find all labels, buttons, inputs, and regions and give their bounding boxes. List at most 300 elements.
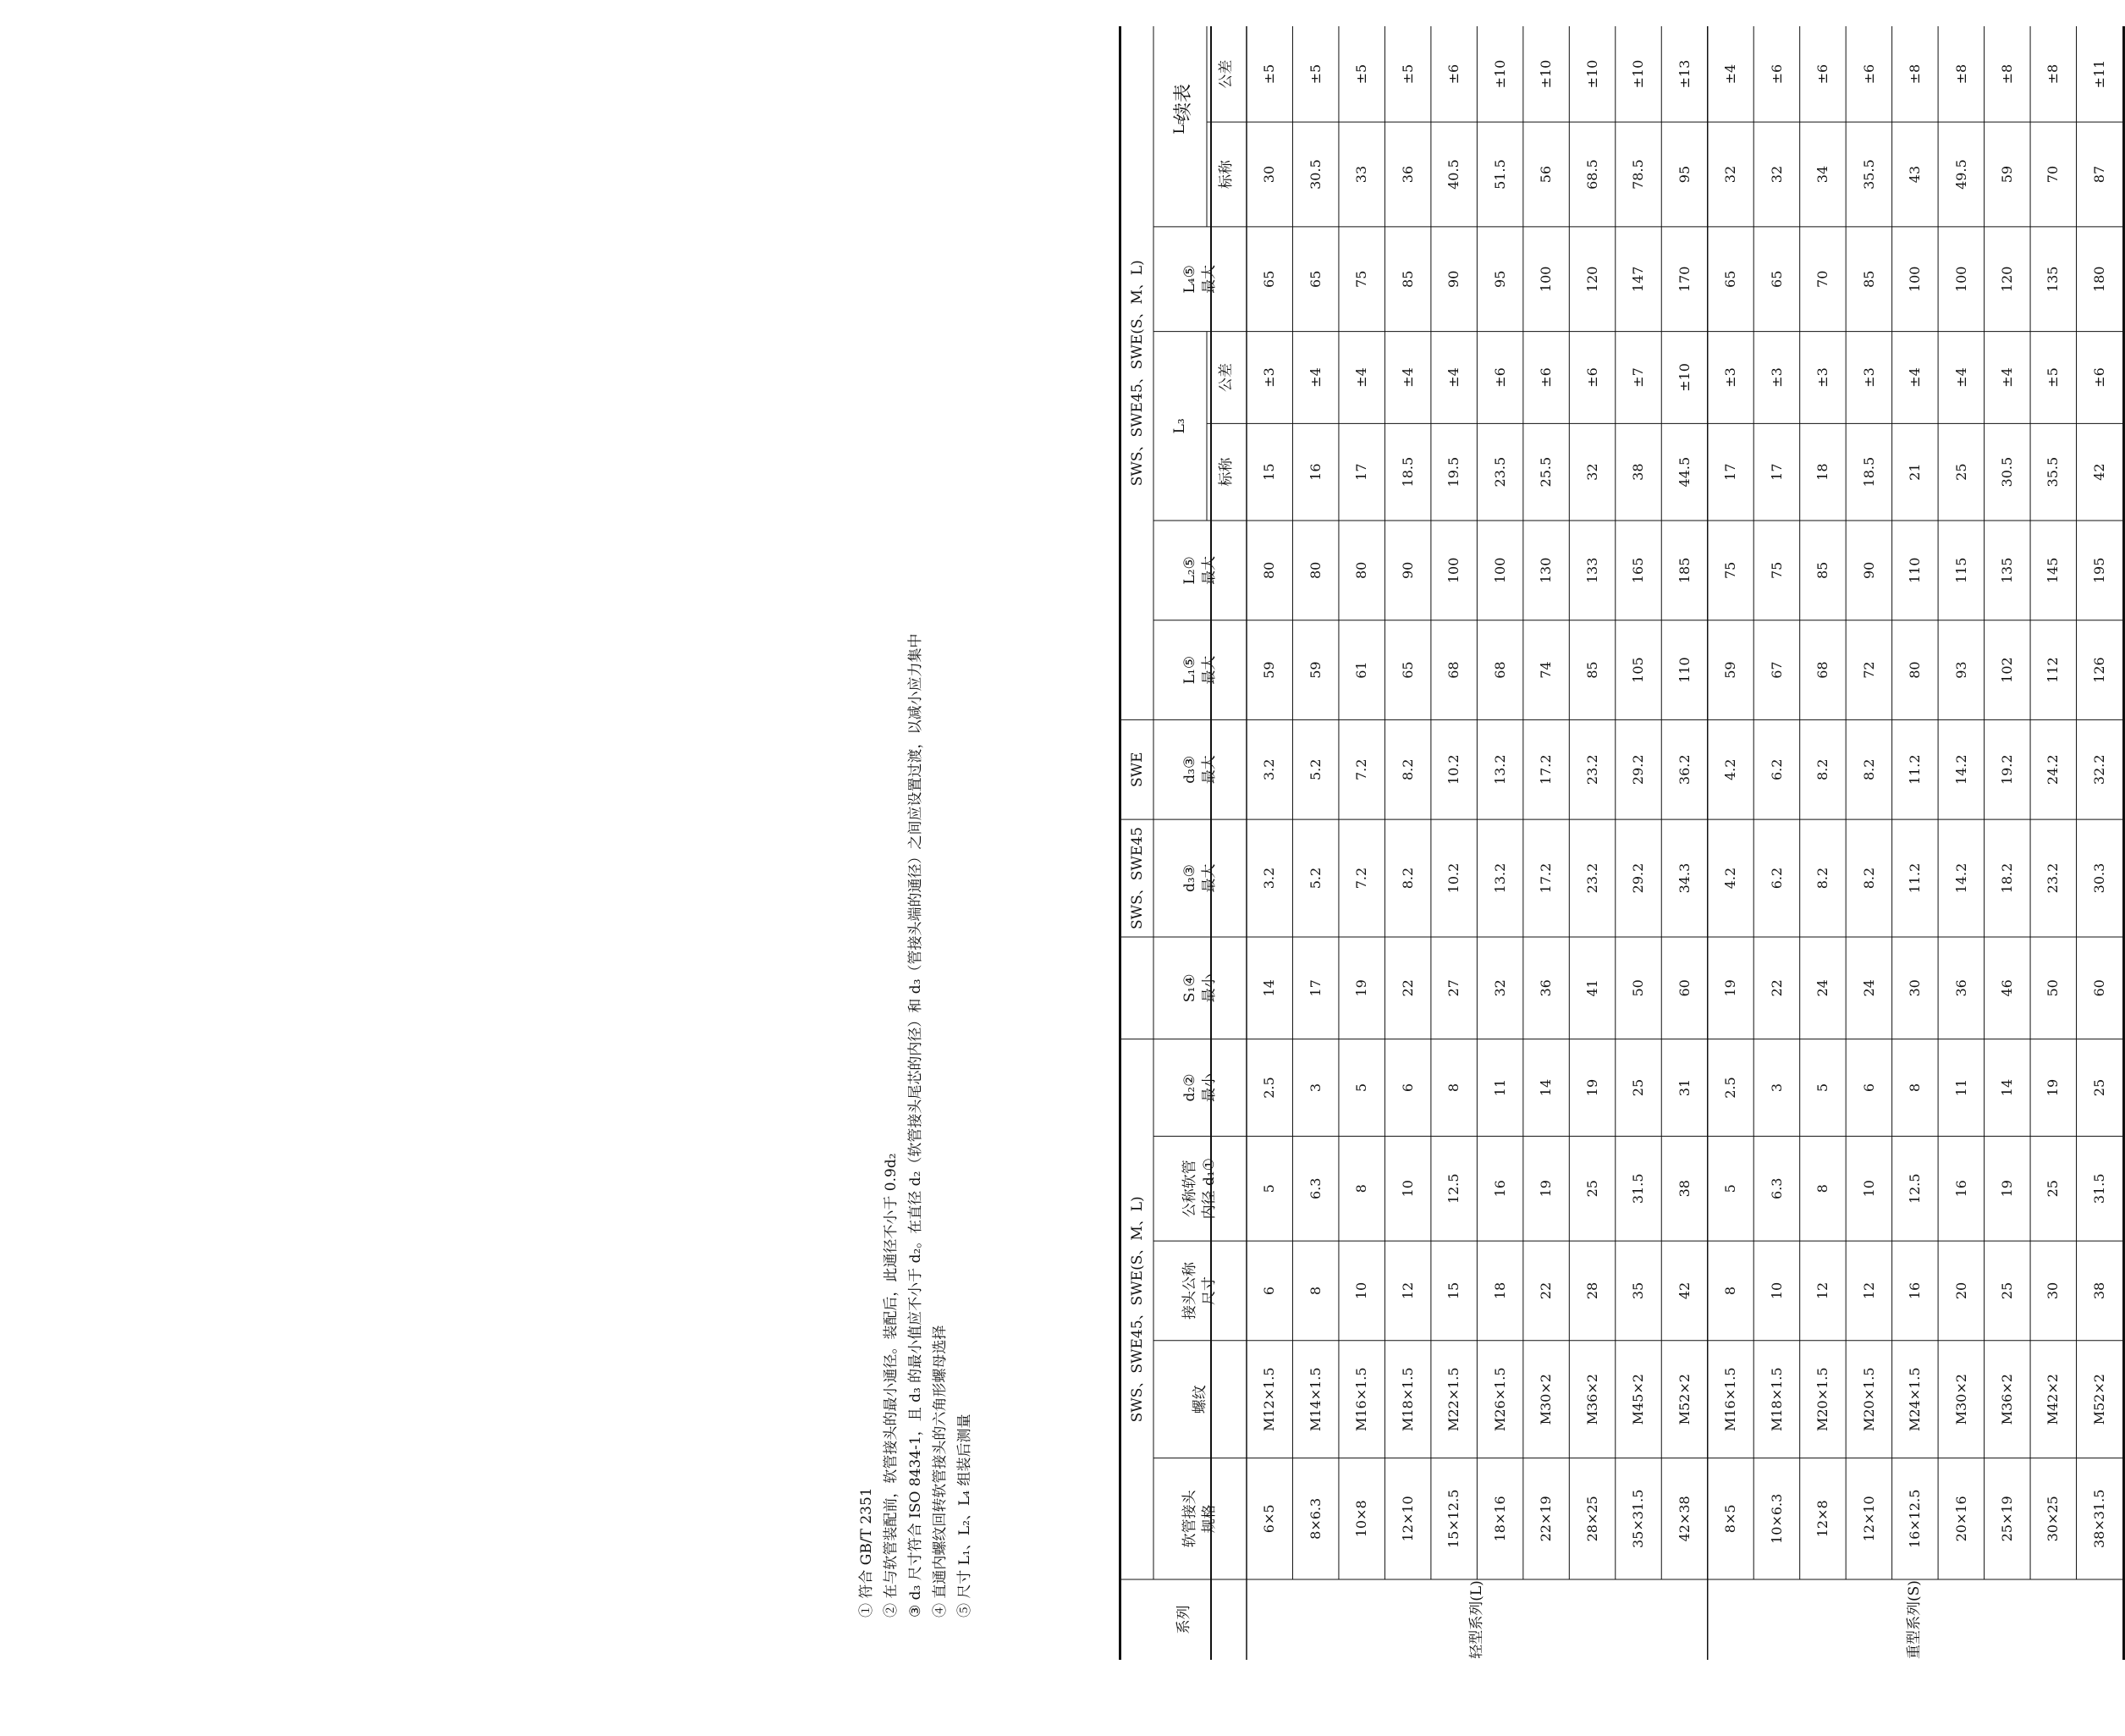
- table-cell: 32: [1722, 165, 1739, 184]
- table-cell: 120: [1999, 266, 2016, 293]
- table-cell: 22: [1538, 1281, 1555, 1300]
- header-l5-tolerance: 公差: [1218, 59, 1236, 89]
- table-cell: 67: [1768, 661, 1785, 679]
- table-cell: 95: [1676, 165, 1693, 184]
- table-cell: 38: [2090, 1281, 2107, 1300]
- table-cell: M24×1.5: [1907, 1367, 1924, 1432]
- footnote-3: ③ d₃ 尺寸符合 ISO 8434-1，且 d₃ 的最小值应不小于 d₂。在直径 d₂（软管接头尾芯的内径）和 d₃（管接头端的通径）之间应设置过渡，以减小应力集中: [907, 633, 924, 1618]
- table-cell: 32.2: [2090, 754, 2107, 785]
- table-cell: 30×25: [2045, 1496, 2062, 1542]
- table-cell: 44.5: [1676, 456, 1693, 488]
- table-cell: ±3: [1860, 367, 1877, 388]
- table-cell: ±8: [1907, 63, 1924, 85]
- table-cell: 19: [1583, 1078, 1600, 1097]
- header-nominal: 接头公称 尺寸: [1181, 1261, 1218, 1320]
- table-cell: 65: [1261, 270, 1278, 288]
- table-cell: 13.2: [1491, 754, 1508, 785]
- header-d3-sws: d₃③ 最大: [1181, 863, 1218, 893]
- table-cell: 11: [1491, 1078, 1508, 1097]
- table-cell: ±3: [1261, 367, 1278, 388]
- table-cell: 100: [1491, 557, 1508, 584]
- table-cell: 15: [1445, 1281, 1462, 1300]
- table-cell: 65: [1722, 270, 1739, 288]
- table-cell: 8.2: [1814, 867, 1831, 890]
- table-cell: 5: [1814, 1083, 1831, 1093]
- table-cell: 35.5: [2045, 456, 2062, 488]
- table-cell: M45×2: [1630, 1374, 1647, 1425]
- table-cell: M36×2: [1999, 1374, 2016, 1425]
- table-cell: 65: [1399, 661, 1416, 679]
- table-cell: 36: [1952, 979, 1969, 997]
- table-cell: 35×31.5: [1630, 1489, 1647, 1549]
- table-cell: 133: [1583, 557, 1600, 584]
- table-cell: 112: [2045, 657, 2062, 683]
- table-cell: 12: [1814, 1281, 1831, 1300]
- table-cell: 19: [2045, 1078, 2062, 1097]
- table-cell: 31: [1676, 1078, 1693, 1097]
- table-cell: 185: [1676, 557, 1693, 584]
- table-cell: ±4: [1907, 367, 1924, 388]
- table-cell: ±10: [1491, 59, 1508, 89]
- table-cell: M52×2: [2090, 1374, 2107, 1425]
- table-cell: 10: [1860, 1180, 1877, 1198]
- table-cell: 74: [1538, 661, 1555, 679]
- table-cell: 50: [1630, 979, 1647, 997]
- table-cell: ±10: [1583, 59, 1600, 89]
- table-cell: M42×2: [2045, 1374, 2062, 1425]
- table-cell: 60: [2090, 979, 2107, 997]
- header-group-swe: SWE: [1128, 752, 1146, 788]
- series-light: 轻型系列(L): [1467, 1580, 1485, 1659]
- table-cell: ±5: [1399, 63, 1416, 85]
- table-cell: ±6: [1538, 367, 1555, 388]
- table-cell: 30.5: [1307, 159, 1324, 190]
- table-cell: 110: [1907, 557, 1924, 584]
- table-cell: 28×25: [1583, 1496, 1600, 1542]
- table-cell: 8: [1907, 1083, 1924, 1093]
- table-cell: ±4: [1307, 367, 1324, 388]
- table-cell: 4.2: [1722, 867, 1739, 890]
- table-cell: 19.5: [1445, 456, 1462, 488]
- table-cell: 75: [1722, 561, 1739, 580]
- table-cell: 16: [1907, 1281, 1924, 1300]
- table-cell: 30.5: [1999, 456, 2016, 488]
- header-l4: L₄⑤ 最大: [1181, 264, 1218, 294]
- table-cell: 27: [1445, 979, 1462, 997]
- table-cell: M20×1.5: [1860, 1367, 1877, 1432]
- table-cell: 80: [1907, 661, 1924, 679]
- table-cell: 10.2: [1445, 754, 1462, 785]
- table-cell: M30×2: [1952, 1374, 1969, 1425]
- table-cell: 32: [1491, 979, 1508, 997]
- table-cell: 3.2: [1261, 867, 1278, 890]
- table-cell: 42×38: [1676, 1496, 1693, 1542]
- table-cell: 29.2: [1630, 862, 1647, 894]
- table-cell: 80: [1261, 561, 1278, 580]
- table-cell: ±6: [1491, 367, 1508, 388]
- table-cell: 28: [1583, 1281, 1600, 1300]
- table-cell: 46: [1999, 979, 2016, 997]
- table-cell: 34: [1814, 165, 1831, 184]
- table-cell: 105: [1630, 657, 1647, 683]
- table-cell: ±3: [1722, 367, 1739, 388]
- table-cell: 102: [1999, 657, 2016, 683]
- table-cell: 68.5: [1583, 159, 1600, 190]
- series-heavy: 重型系列(S): [1906, 1580, 1924, 1659]
- table-cell: 50: [2045, 979, 2062, 997]
- table-cell: ±4: [1722, 63, 1739, 85]
- table-cell: 3: [1307, 1083, 1324, 1093]
- table-cell: M18×1.5: [1399, 1367, 1416, 1432]
- table-cell: 5: [1722, 1184, 1739, 1193]
- table-cell: 17: [1307, 979, 1324, 997]
- table-cell: 17.2: [1538, 754, 1555, 785]
- table-cell: 16: [1307, 463, 1324, 481]
- table-cell: 25: [2045, 1180, 2062, 1198]
- header-l3-tolerance: 公差: [1218, 363, 1236, 393]
- table-cell: 8.2: [1399, 867, 1416, 890]
- table-cell: 7.2: [1353, 758, 1370, 780]
- table-cell: ±10: [1630, 59, 1647, 89]
- table-cell: 10×6.3: [1768, 1493, 1785, 1544]
- table-cell: 17.2: [1538, 862, 1555, 894]
- table-cell: 165: [1630, 557, 1647, 584]
- continued-label: 续表: [1173, 83, 1194, 121]
- footnote-4: ④ 直通内螺纹回转软管接头的六角形螺母选择: [932, 1325, 949, 1618]
- table-cell: M26×1.5: [1491, 1367, 1508, 1432]
- table-cell: 18: [1814, 463, 1831, 481]
- table-cell: 16×12.5: [1907, 1489, 1924, 1549]
- table-cell: 6.2: [1768, 867, 1785, 890]
- table-cell: 16: [1952, 1180, 1969, 1198]
- table-cell: 11: [1952, 1078, 1969, 1097]
- table-cell: 8×6.3: [1307, 1497, 1324, 1540]
- table-cell: 68: [1445, 661, 1462, 679]
- table-cell: 30: [1907, 979, 1924, 997]
- header-l2: L₂⑤ 最大: [1181, 555, 1218, 585]
- table-cell: 29.2: [1630, 754, 1647, 785]
- header-group-all: SWS、SWE45、SWE(S、M、L): [1128, 1196, 1146, 1423]
- table-cell: 59: [1722, 661, 1739, 679]
- table-cell: 21: [1907, 463, 1924, 481]
- table-cell: 11.2: [1907, 862, 1924, 894]
- table-cell: 10: [1353, 1281, 1370, 1300]
- header-l3-nominal: 标称: [1218, 457, 1236, 487]
- table-cell: 6.3: [1768, 1177, 1785, 1199]
- table-cell: 25: [1952, 463, 1969, 481]
- table-cell: 24.2: [2045, 754, 2062, 785]
- table-cell: 30: [1261, 165, 1278, 184]
- table-cell: 4.2: [1722, 758, 1739, 780]
- table-cell: 25: [1999, 1281, 2016, 1300]
- table-cell: 6×5: [1261, 1504, 1278, 1534]
- table-cell: 20×16: [1952, 1496, 1969, 1542]
- table-cell: 19: [1538, 1180, 1555, 1198]
- table-cell: ±6: [1583, 367, 1600, 388]
- table-cell: 78.5: [1630, 159, 1647, 190]
- table-cell: 14.2: [1952, 754, 1969, 785]
- table-cell: 90: [1445, 270, 1462, 288]
- table-cell: 65: [1768, 270, 1785, 288]
- table-cell: 19.2: [1999, 754, 2016, 785]
- table-cell: 85: [1860, 270, 1877, 288]
- table-cell: 68: [1491, 661, 1508, 679]
- table-cell: M30×2: [1538, 1374, 1555, 1425]
- table-cell: 42: [2090, 463, 2107, 481]
- table-cell: 30: [2045, 1281, 2062, 1300]
- table-cell: 22: [1399, 979, 1416, 997]
- footnote-2: ② 在与软管装配前，软管接头的最小通径。装配后，此通径不小于 0.9d₂: [883, 1153, 900, 1618]
- table-cell: 17: [1722, 463, 1739, 481]
- table-cell: ±6: [1768, 63, 1785, 85]
- dimension-table: [1119, 26, 2125, 1660]
- table-cell: 35.5: [1860, 159, 1877, 190]
- table-cell: 2.5: [1261, 1077, 1278, 1099]
- table-cell: 31.5: [2090, 1173, 2107, 1204]
- table-cell: 68: [1814, 661, 1831, 679]
- table-cell: 8.2: [1814, 758, 1831, 780]
- table-cell: 100: [1445, 557, 1462, 584]
- table-cell: 41: [1583, 979, 1600, 997]
- table-cell: 25: [2090, 1078, 2107, 1097]
- table-cell: 60: [1676, 979, 1693, 997]
- table-cell: M20×1.5: [1814, 1367, 1831, 1432]
- table-cell: 59: [1261, 661, 1278, 679]
- table-cell: 120: [1583, 266, 1600, 293]
- table-cell: 36: [1399, 165, 1416, 184]
- table-cell: 2.5: [1722, 1077, 1739, 1099]
- header-series: 系列: [1175, 1605, 1192, 1634]
- table-cell: M36×2: [1583, 1374, 1600, 1425]
- table-cell: 35: [1630, 1281, 1647, 1300]
- table-cell: 18: [1491, 1281, 1508, 1300]
- table-cell: 95: [1491, 270, 1508, 288]
- table-cell: ±6: [2090, 367, 2107, 388]
- table-cell: 25: [1583, 1180, 1600, 1198]
- table-cell: M18×1.5: [1768, 1367, 1785, 1432]
- table-cell: 24: [1860, 979, 1877, 997]
- table-cell: 25.5: [1538, 456, 1555, 488]
- table-cell: ±11: [2090, 59, 2107, 89]
- table-cell: 100: [1538, 266, 1555, 293]
- table-cell: M22×1.5: [1445, 1367, 1462, 1432]
- table-cell: 23.5: [1491, 456, 1508, 488]
- table-cell: 33: [1353, 165, 1370, 184]
- table-cell: ±10: [1538, 59, 1555, 89]
- table-cell: 11.2: [1907, 754, 1924, 785]
- table-cell: 14: [1538, 1078, 1555, 1097]
- table-cell: 22: [1768, 979, 1785, 997]
- table-cell: 43: [1907, 165, 1924, 184]
- table-cell: ±4: [1999, 367, 2016, 388]
- table-cell: 126: [2090, 657, 2107, 683]
- table-cell: 25×19: [1999, 1496, 2016, 1542]
- table-cell: 23.2: [2045, 862, 2062, 894]
- table-cell: 17: [1768, 463, 1785, 481]
- table-cell: 18.5: [1399, 456, 1416, 488]
- header-group-sws-swe45: SWS、SWE45: [1128, 827, 1146, 930]
- header-l1: L₁⑤ 最大: [1181, 655, 1218, 685]
- table-cell: 6: [1399, 1083, 1416, 1093]
- table-cell: 85: [1814, 561, 1831, 580]
- table-cell: 12: [1860, 1281, 1877, 1300]
- table-cell: 8: [1722, 1286, 1739, 1296]
- table-cell: 135: [1999, 557, 2016, 584]
- table-cell: 8.2: [1860, 867, 1877, 890]
- table-cell: 30.3: [2090, 862, 2107, 894]
- table-cell: 3.2: [1261, 758, 1278, 780]
- table-cell: 24: [1814, 979, 1831, 997]
- table-cell: 12.5: [1907, 1173, 1924, 1204]
- table-cell: 90: [1399, 561, 1416, 580]
- table-cell: ±6: [1814, 63, 1831, 85]
- footnote-1: ① 符合 GB/T 2351: [858, 1487, 875, 1618]
- table-cell: 38: [1630, 463, 1647, 481]
- table-cell: ±10: [1676, 363, 1693, 392]
- header-spec: 软管接头 规格: [1181, 1490, 1218, 1548]
- table-cell: 61: [1353, 661, 1370, 679]
- table-cell: 10: [1768, 1281, 1785, 1300]
- table-cell: 12×10: [1860, 1496, 1877, 1542]
- table-cell: 8×5: [1722, 1504, 1739, 1534]
- table-cell: 8.2: [1860, 758, 1877, 780]
- table-cell: 8: [1307, 1286, 1324, 1296]
- table-cell: 195: [2090, 557, 2107, 584]
- table-cell: 36.2: [1676, 754, 1693, 785]
- table-cell: 10: [1399, 1180, 1416, 1198]
- header-l5: L₅: [1171, 118, 1189, 135]
- table-cell: ±8: [1999, 63, 2016, 85]
- table-cell: 18.5: [1860, 456, 1877, 488]
- table-cell: 59: [1307, 661, 1324, 679]
- table-cell: 110: [1676, 657, 1693, 683]
- table-cell: 6: [1860, 1083, 1877, 1093]
- header-group-all-2: SWS、SWE45、SWE(S、M、L): [1128, 260, 1146, 487]
- table-cell: ±7: [1630, 367, 1647, 388]
- table-cell: 12×10: [1399, 1496, 1416, 1542]
- table-cell: M16×1.5: [1353, 1367, 1370, 1432]
- table-cell: M12×1.5: [1261, 1367, 1278, 1432]
- table-cell: 19: [1353, 979, 1370, 997]
- table-cell: 90: [1860, 561, 1877, 580]
- table-cell: 14: [1999, 1078, 2016, 1097]
- table-cell: ±4: [1353, 367, 1370, 388]
- table-cell: 72: [1860, 661, 1877, 679]
- table-cell: 20: [1952, 1281, 1969, 1300]
- footnotes: [855, 517, 977, 1618]
- table-cell: 38×31.5: [2090, 1489, 2107, 1549]
- table-cell: 15: [1261, 463, 1278, 481]
- table-cell: ±5: [2045, 367, 2062, 388]
- table-cell: 19: [1722, 979, 1739, 997]
- table-cell: 19: [1999, 1180, 2016, 1198]
- footnote-5: ⑤ 尺寸 L₁、L₂、L₄ 组装后测量: [956, 1414, 973, 1618]
- table-cell: 49.5: [1952, 159, 1969, 190]
- header-d3-swe: d₃③ 最大: [1181, 755, 1218, 785]
- table-cell: 12.5: [1445, 1173, 1462, 1204]
- header-hose-id: 公称软管 内径 d₁①: [1181, 1158, 1218, 1220]
- table-cell: 13.2: [1491, 862, 1508, 894]
- table-cell: 16: [1491, 1180, 1508, 1198]
- header-thread: 螺纹: [1191, 1385, 1208, 1414]
- table-cell: 25: [1630, 1078, 1647, 1097]
- table-cell: 93: [1952, 661, 1969, 679]
- table-cell: 8: [1814, 1184, 1831, 1193]
- table-cell: 5.2: [1307, 758, 1324, 780]
- table-cell: 31.5: [1630, 1173, 1647, 1204]
- table-cell: 5: [1353, 1083, 1370, 1093]
- table-cell: 180: [2090, 266, 2107, 293]
- table-cell: 75: [1353, 270, 1370, 288]
- table-cell: 36: [1538, 979, 1555, 997]
- table-cell: ±8: [2045, 63, 2062, 85]
- table-cell: 75: [1768, 561, 1785, 580]
- table-cell: 14: [1261, 979, 1278, 997]
- table-cell: 100: [1907, 266, 1924, 293]
- table-cell: 70: [2045, 165, 2062, 184]
- table-cell: ±5: [1353, 63, 1370, 85]
- bottom-rule: [1210, 26, 1212, 1660]
- table-cell: 5: [1261, 1184, 1278, 1193]
- table-cell: ±3: [1768, 367, 1785, 388]
- table-cell: 18×16: [1491, 1496, 1508, 1542]
- table-cell: 8: [1353, 1184, 1370, 1193]
- table-cell: 14.2: [1952, 862, 1969, 894]
- table-cell: 80: [1353, 561, 1370, 580]
- table-cell: 115: [1952, 557, 1969, 584]
- table-cell: 32: [1583, 463, 1600, 481]
- table-cell: 38: [1676, 1180, 1693, 1198]
- table-cell: 23.2: [1583, 754, 1600, 785]
- table-cell: ±6: [1445, 63, 1462, 85]
- table-cell: 70: [1814, 270, 1831, 288]
- table-cell: 8: [1445, 1083, 1462, 1093]
- table-cell: 32: [1768, 165, 1785, 184]
- table-cell: 87: [2090, 165, 2107, 184]
- table-cell: 10.2: [1445, 862, 1462, 894]
- table-cell: 15×12.5: [1445, 1489, 1462, 1549]
- table-cell: ±6: [1860, 63, 1877, 85]
- table-cell: 23.2: [1583, 862, 1600, 894]
- table-cell: 56: [1538, 165, 1555, 184]
- table-cell: 85: [1583, 661, 1600, 679]
- header-l5-nominal: 标称: [1218, 160, 1236, 190]
- table-cell: 8.2: [1399, 758, 1416, 780]
- table-cell: 12×8: [1814, 1500, 1831, 1538]
- header-l3: L₃: [1171, 418, 1189, 434]
- table-cell: 5.2: [1307, 867, 1324, 890]
- table-cell: 6.2: [1768, 758, 1785, 780]
- table-cell: 7.2: [1353, 867, 1370, 890]
- table-cell: 100: [1952, 266, 1969, 293]
- table-cell: 130: [1538, 557, 1555, 584]
- table-cell: 18.2: [1999, 862, 2016, 894]
- table-cell: 40.5: [1445, 159, 1462, 190]
- table-cell: ±4: [1399, 367, 1416, 388]
- table-cell: ±8: [1952, 63, 1969, 85]
- table-cell: 22×19: [1538, 1496, 1555, 1542]
- table-cell: 170: [1676, 266, 1693, 293]
- table-cell: ±5: [1261, 63, 1278, 85]
- table-cell: 135: [2045, 266, 2062, 293]
- header-s1: S₁④ 最小: [1181, 973, 1218, 1003]
- table-cell: ±5: [1307, 63, 1324, 85]
- table-cell: 65: [1307, 270, 1324, 288]
- table-cell: ±4: [1952, 367, 1969, 388]
- table-cell: ±3: [1814, 367, 1831, 388]
- table-cell: 6.3: [1307, 1177, 1324, 1199]
- table-cell: 145: [2045, 557, 2062, 584]
